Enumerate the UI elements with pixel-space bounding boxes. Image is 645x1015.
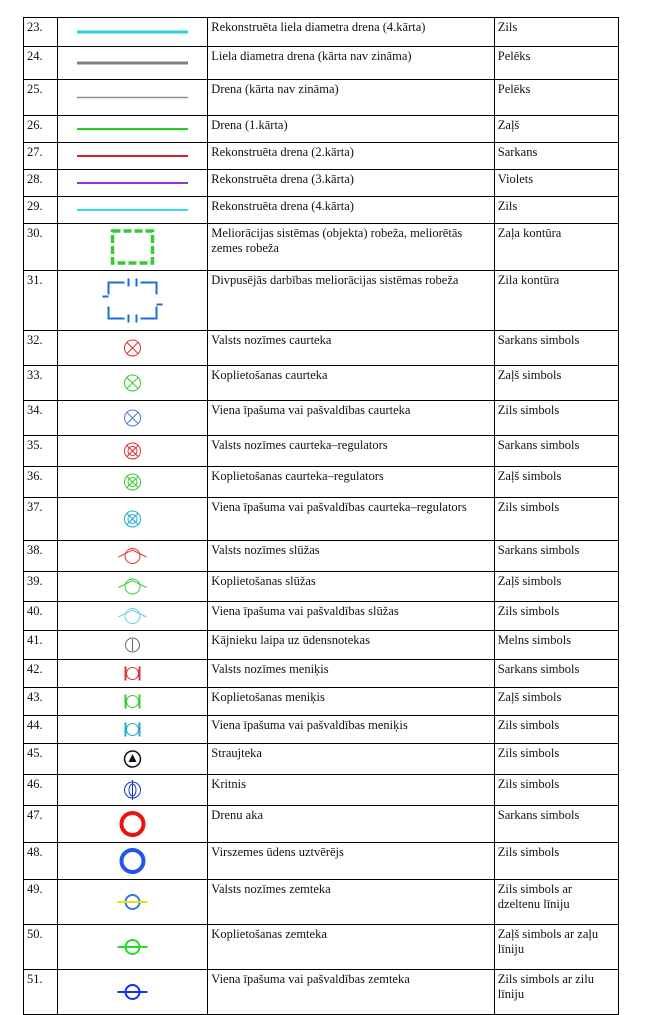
row-color-label: Zaļš simbols ar zaļu līniju (494, 925, 618, 970)
legend-row (24, 660, 619, 688)
row-symbol (58, 572, 208, 602)
row-symbol (58, 970, 208, 1015)
legend-row (24, 170, 619, 197)
row-number: 44. (24, 716, 58, 744)
row-symbol (58, 224, 208, 271)
legend-row (24, 688, 619, 716)
line-symbol-icon (61, 20, 204, 44)
row-symbol (58, 271, 208, 331)
row-number: 27. (24, 143, 58, 170)
row-description: Meliorācijas sistēmas (objekta) robeža, meliorētās zemes robeža (208, 224, 494, 271)
row-description: Viena īpašuma vai pašvaldības meniķis (208, 716, 494, 744)
boundary-dashed-icon (61, 226, 204, 268)
row-description: Koplietošanas slūžas (208, 572, 494, 602)
row-color-label: Pelēks (494, 47, 618, 80)
row-number: 36. (24, 467, 58, 498)
row-description: Drena (kārta nav zināma) (208, 80, 494, 116)
row-description: Koplietošanas caurteka (208, 366, 494, 401)
row-number: 32. (24, 331, 58, 366)
row-description: Virszemes ūdens uztvērējs (208, 843, 494, 880)
row-description: Rekonstruēta liela diametra drena (4.kārta) (208, 18, 494, 47)
legend-row (24, 775, 619, 806)
row-color-label: Sarkans simbols (494, 436, 618, 467)
drop-structure-icon (61, 777, 204, 803)
row-symbol (58, 602, 208, 631)
row-symbol (58, 467, 208, 498)
legend-row (24, 331, 619, 366)
sluice-icon (61, 574, 204, 599)
row-number: 28. (24, 170, 58, 197)
culvert-regulator-icon (61, 500, 204, 538)
row-symbol (58, 716, 208, 744)
row-symbol (58, 688, 208, 716)
row-description: Valsts nozīmes slūžas (208, 541, 494, 572)
row-symbol (58, 744, 208, 775)
line-symbol-icon (61, 199, 204, 221)
row-description: Koplietošanas meniķis (208, 688, 494, 716)
bidirectional-boundary-icon (61, 273, 204, 328)
legend-row (24, 970, 619, 1015)
line-symbol-icon (61, 172, 204, 194)
row-description: Divpusējās darbības meliorācijas sistēmas robeža (208, 271, 494, 331)
row-color-label: Zaļš simbols (494, 366, 618, 401)
row-number: 41. (24, 631, 58, 660)
culvert-icon (61, 403, 204, 433)
legend-row (24, 436, 619, 467)
row-color-label: Zils simbols (494, 775, 618, 806)
row-symbol (58, 925, 208, 970)
legend-row (24, 716, 619, 744)
row-number: 26. (24, 116, 58, 143)
row-symbol (58, 331, 208, 366)
row-number: 47. (24, 806, 58, 843)
row-number: 50. (24, 925, 58, 970)
weir-icon (61, 690, 204, 713)
row-symbol (58, 47, 208, 80)
row-color-label: Sarkans simbols (494, 806, 618, 843)
row-color-label: Violets (494, 170, 618, 197)
row-color-label: Zaļš simbols (494, 467, 618, 498)
culvert-regulator-icon (61, 469, 204, 495)
row-number: 30. (24, 224, 58, 271)
row-number: 46. (24, 775, 58, 806)
row-number: 48. (24, 843, 58, 880)
row-number: 33. (24, 366, 58, 401)
row-symbol (58, 197, 208, 224)
row-number: 24. (24, 47, 58, 80)
row-description: Viena īpašuma vai pašvaldības zemteka (208, 970, 494, 1015)
row-description: Kājnieku laipa uz ūdensnotekas (208, 631, 494, 660)
row-description: Rekonstruēta drena (3.kārta) (208, 170, 494, 197)
row-color-label: Melns simbols (494, 631, 618, 660)
row-color-label: Zils simbols (494, 602, 618, 631)
underpass-icon (61, 882, 204, 922)
row-color-label: Zila kontūra (494, 271, 618, 331)
sluice-icon (61, 604, 204, 628)
legend-row (24, 744, 619, 775)
row-color-label: Zils simbols (494, 744, 618, 775)
row-color-label: Sarkans simbols (494, 660, 618, 688)
sluice-icon (61, 543, 204, 569)
row-description: Rekonstruēta drena (4.kārta) (208, 197, 494, 224)
row-number: 49. (24, 880, 58, 925)
legend-row (24, 143, 619, 170)
legend-row (24, 880, 619, 925)
row-color-label: Zils simbols ar dzeltenu līniju (494, 880, 618, 925)
row-number: 38. (24, 541, 58, 572)
legend-row (24, 80, 619, 116)
legend-row (24, 47, 619, 80)
legend-row (24, 197, 619, 224)
underpass-icon (61, 972, 204, 1012)
line-symbol-icon (61, 49, 204, 77)
row-symbol (58, 631, 208, 660)
row-symbol (58, 401, 208, 436)
row-description: Drenu aka (208, 806, 494, 843)
culvert-regulator-icon (61, 438, 204, 464)
line-symbol-icon (61, 82, 204, 113)
row-symbol (58, 498, 208, 541)
row-color-label: Zils simbols (494, 843, 618, 880)
legend-row (24, 366, 619, 401)
well-icon (61, 808, 204, 840)
row-symbol (58, 18, 208, 47)
row-number: 37. (24, 498, 58, 541)
row-symbol (58, 80, 208, 116)
row-color-label: Zils simbols ar zilu līniju (494, 970, 618, 1015)
row-number: 31. (24, 271, 58, 331)
row-description: Rekonstruēta drena (2.kārta) (208, 143, 494, 170)
culvert-icon (61, 368, 204, 398)
row-number: 34. (24, 401, 58, 436)
row-number: 51. (24, 970, 58, 1015)
legend-table-body (24, 18, 619, 1015)
legend-row (24, 631, 619, 660)
legend-row (24, 498, 619, 541)
row-color-label: Sarkans simbols (494, 541, 618, 572)
row-number: 45. (24, 744, 58, 775)
row-description: Valsts nozīmes meniķis (208, 660, 494, 688)
legend-table (23, 17, 619, 1015)
row-symbol (58, 541, 208, 572)
row-number: 35. (24, 436, 58, 467)
row-color-label: Zaļš simbols (494, 572, 618, 602)
row-number: 39. (24, 572, 58, 602)
row-symbol (58, 775, 208, 806)
row-description: Viena īpašuma vai pašvaldības slūžas (208, 602, 494, 631)
row-description: Viena īpašuma vai pašvaldības caurteka–regulators (208, 498, 494, 541)
legend-row (24, 116, 619, 143)
legend-row (24, 224, 619, 271)
row-color-label: Zils (494, 18, 618, 47)
row-color-label: Zils simbols (494, 716, 618, 744)
row-symbol (58, 366, 208, 401)
culvert-icon (61, 333, 204, 363)
row-number: 25. (24, 80, 58, 116)
underpass-icon (61, 927, 204, 967)
row-symbol (58, 660, 208, 688)
row-description: Valsts nozīmes zemteka (208, 880, 494, 925)
row-symbol (58, 143, 208, 170)
row-description: Valsts nozīmes caurteka (208, 331, 494, 366)
legend-row (24, 572, 619, 602)
row-color-label: Pelēks (494, 80, 618, 116)
row-symbol (58, 880, 208, 925)
legend-row (24, 843, 619, 880)
row-symbol (58, 843, 208, 880)
rapid-icon (61, 746, 204, 772)
legend-row (24, 925, 619, 970)
row-color-label: Zils simbols (494, 498, 618, 541)
row-symbol (58, 170, 208, 197)
legend-row (24, 467, 619, 498)
row-description: Straujteka (208, 744, 494, 775)
legend-row (24, 18, 619, 47)
legend-row (24, 806, 619, 843)
legend-row (24, 541, 619, 572)
line-symbol-icon (61, 118, 204, 140)
row-symbol (58, 116, 208, 143)
line-symbol-icon (61, 145, 204, 167)
row-number: 42. (24, 660, 58, 688)
row-description: Viena īpašuma vai pašvaldības caurteka (208, 401, 494, 436)
row-description: Valsts nozīmes caurteka–regulators (208, 436, 494, 467)
row-symbol (58, 806, 208, 843)
weir-icon (61, 662, 204, 685)
legend-row (24, 401, 619, 436)
row-number: 40. (24, 602, 58, 631)
well-icon (61, 845, 204, 877)
row-number: 43. (24, 688, 58, 716)
row-color-label: Sarkans simbols (494, 331, 618, 366)
row-description: Drena (1.kārta) (208, 116, 494, 143)
row-color-label: Zaļš (494, 116, 618, 143)
row-number: 29. (24, 197, 58, 224)
legend-row (24, 271, 619, 331)
row-description: Koplietošanas caurteka–regulators (208, 467, 494, 498)
footbridge-icon (61, 633, 204, 657)
row-color-label: Zils simbols (494, 401, 618, 436)
row-symbol (58, 436, 208, 467)
legend-row (24, 602, 619, 631)
weir-icon (61, 718, 204, 741)
row-color-label: Zils (494, 197, 618, 224)
row-description: Koplietošanas zemteka (208, 925, 494, 970)
row-color-label: Zaļa kontūra (494, 224, 618, 271)
row-color-label: Zaļš simbols (494, 688, 618, 716)
row-description: Kritnis (208, 775, 494, 806)
row-description: Liela diametra drena (kārta nav zināma) (208, 47, 494, 80)
row-color-label: Sarkans (494, 143, 618, 170)
row-number: 23. (24, 18, 58, 47)
